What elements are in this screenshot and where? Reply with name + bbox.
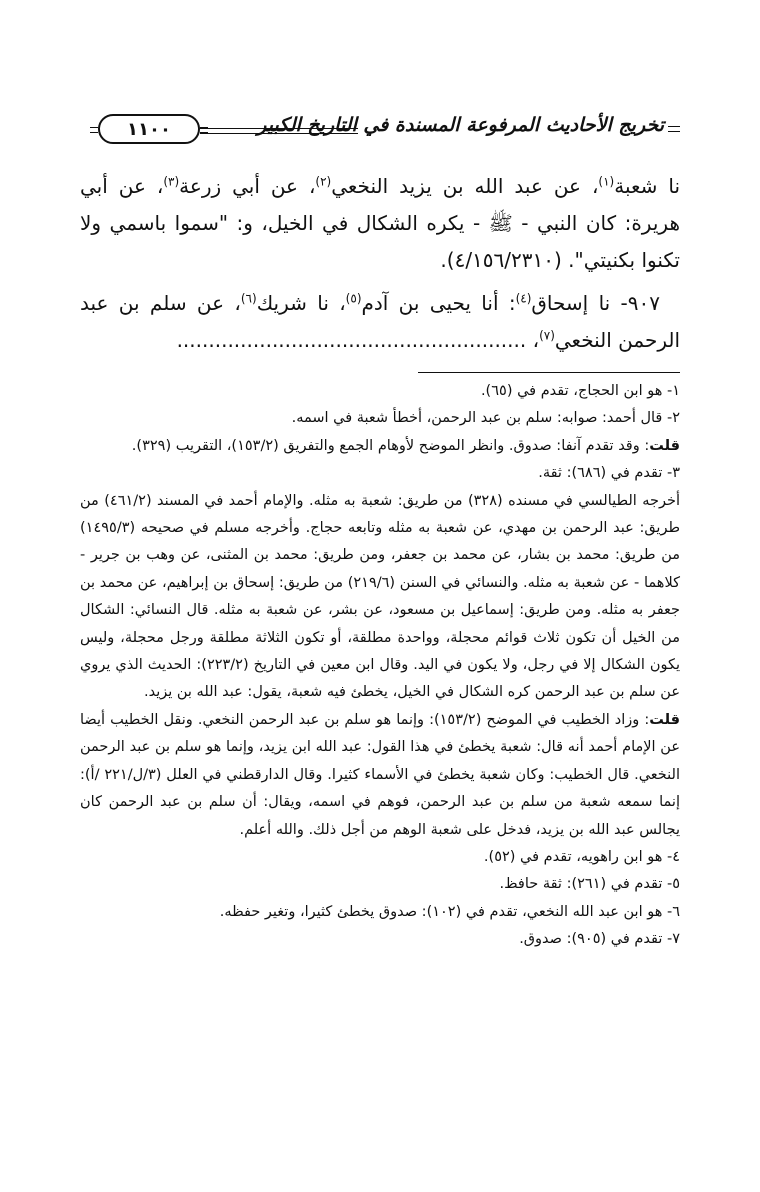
footnote-ref: (٦) bbox=[240, 291, 257, 306]
footnote-ref: (٥) bbox=[345, 291, 362, 306]
page-header bbox=[90, 112, 680, 152]
hadith-text-continued: نا شعبة$^{(١)}$، عن عبد الله بن يزيد النخعي$^{(٢)}$، عن أبي زرعة$^{(٣)}$، عن أبي هريرة: كان النبي - ﷺ - يكره الشكال في الخيل، و: "سموا باسمي ولا تكنوا بكنيتي". (٤/١٥٦/٢٣١٠). bbox=[80, 174, 681, 272]
footnote-7: ٧- تقدم في (٩٠٥): صدوق. bbox=[519, 931, 680, 948]
hadith-907: ٩٠٧- نا إسحاق$^{(٤)}$: أنا يحيى بن آدم$^{(٥)}$، نا شريك$^{(٦)}$، عن سلم بن عبد الرحمن النخعي$^{(٧)}$، ....................................................... bbox=[80, 291, 680, 352]
footnote-5: ٥- تقدم في (٢٦١): ثقة حافظ. bbox=[499, 876, 680, 893]
footnote-6: ٦- هو ابن عبد الله النخعي، تقدم في (١٠٢): صدوق يخطئ كثيرا، وتغير حفظه. bbox=[219, 903, 680, 920]
header-rule-right bbox=[668, 126, 680, 132]
footnote-1: ١- هو ابن الحجاج، تقدم في (٦٥). bbox=[480, 383, 680, 399]
footnote-ref: (٤) bbox=[515, 291, 532, 306]
footnotes bbox=[80, 378, 680, 954]
main-text bbox=[80, 168, 680, 359]
qult-label: قلت bbox=[649, 437, 680, 454]
footnote-3: ٣- تقدم في (٦٨٦): ثقة. bbox=[538, 465, 680, 482]
running-title: تخريج الأحاديث المرفوعة المسندة في التاريخ الكبير bbox=[257, 114, 664, 136]
footnote-2: ٢- قال أحمد: صوابه: سلم بن عبد الرحمن، أخطأ شعبة في اسمه. bbox=[291, 410, 680, 427]
footnote-ref: (٣) bbox=[163, 174, 180, 189]
qult-label: قلت bbox=[649, 711, 680, 728]
footnote-ref: (١) bbox=[598, 174, 615, 189]
footnote-3-body: أخرجه الطيالسي في مسنده (٣٢٨) من طريق: شعبة به مثله. والإمام أحمد في المسند (٤٦١/٢) من طريق: عبد الرحمن بن مهدي، عن شعبة به مثله وتابعه حجاج. وأخرجه مسلم في صحيحه (١٤٩٥/٣) من طريق: محمد بن بشار، عن محمد بن جعفر، ومن طريق: محمد بن المثنى، عن وهب بن جرير - كلاهما - عن شعبة به مثله. والنسائي في السنن (٢١٩/٦) من طريق: إسحاق بن إبراهيم، عن محمد بن جعفر به مثله. ومن طريق: إسماعيل بن مسعود، عن بشر، عن شعبة به مثله. قال النسائي: الشكال من الخيل أن تكون ثلاث قوائم محجلة، وواحدة مطلقة، أو تكون الثلاثة مطلقة ورجل محجلة، وليس يكون الشكال إلا في رجل، ولا يكون في اليد. وقال ابن معين في التاريخ (٢٢٣/٢): الحديث الذي يروي عن سلم بن عبد الرحمن كره الشكال في الخيل، يخطئ فيه شعبة، يقول: عبد الله بن يزيد. bbox=[80, 492, 681, 701]
footnote-separator bbox=[418, 372, 680, 373]
footnote-4: ٤- هو ابن راهويه، تقدم في (٥٢). bbox=[483, 848, 680, 865]
footnote-ref: (٢) bbox=[315, 174, 332, 189]
footnote-ref: (٧) bbox=[539, 328, 555, 343]
header-rule bbox=[200, 128, 358, 134]
footnote-2-note: قلت: وقد تقدم آنفا: صدوق. وانظر الموضح لأوهام الجمع والتفريق (١٥٣/٢)، التقريب (٣٢٩). bbox=[131, 437, 680, 454]
page-number-badge: ١١٠٠ bbox=[98, 114, 200, 144]
footnote-3-note: قلت: وزاد الخطيب في الموضح (١٥٣/٢): وإنما هو سلم بن عبد الرحمن النخعي. ونقل الخطيب أيضا عن الإمام أحمد أنه قال: شعبة يخطئ في هذا القول: عبد الله ابن يزيد، وإنما هو سلم بن عبد الرحمن النخعي. قال الخطيب: وكان شعبة يخطئ في الأسماء كثيرا. وقال الدارقطني في العلل (٣/ل/٢٢١ /أ): إنما سمعه شعبة من سلم بن عبد الرحمن، فوهم في اسمه، ويقال: أن سلم بن عبد الرحمن كان يجالس عبد الله بن يزيد، فدخل على شعبة الوهم من أجل ذلك. والله أعلم. bbox=[80, 711, 680, 838]
